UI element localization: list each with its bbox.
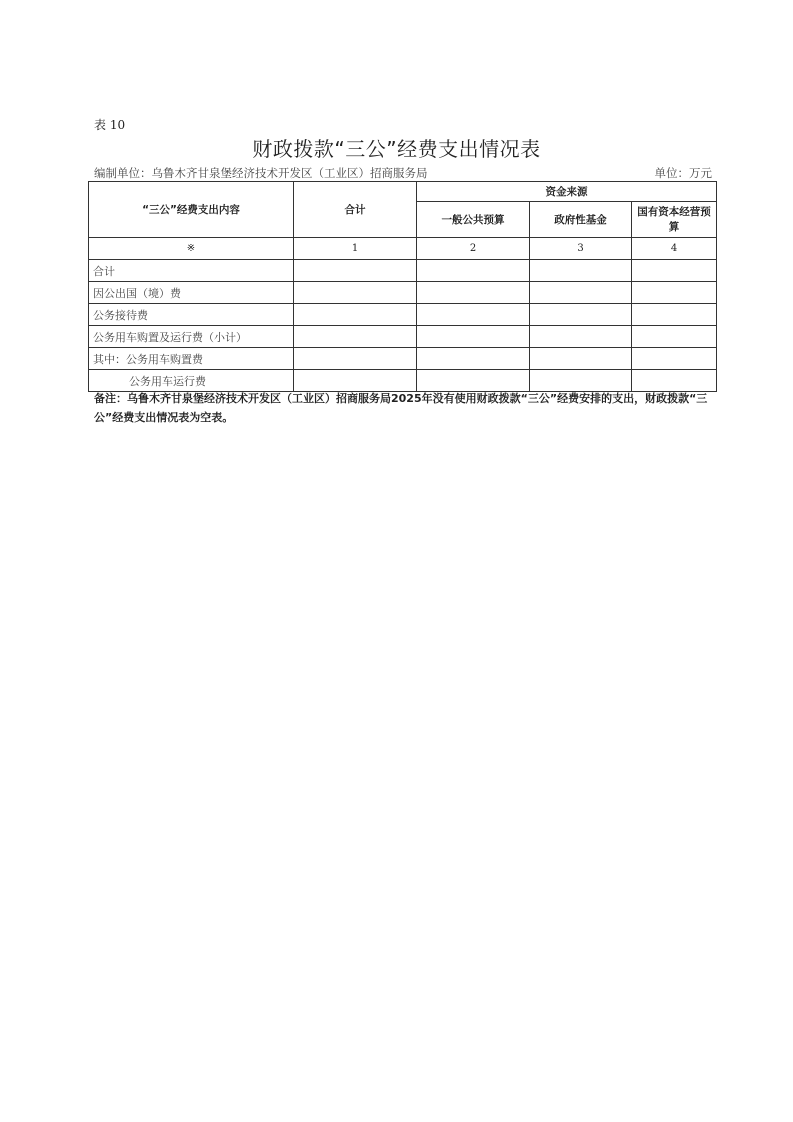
meta-row xyxy=(94,165,712,181)
value-cell xyxy=(632,304,717,326)
document-title: 财政拨款“三公”经费支出情况表 xyxy=(252,137,541,161)
value-cell xyxy=(632,326,717,348)
table-row xyxy=(89,282,717,304)
table-row xyxy=(89,348,717,370)
compiling-unit xyxy=(94,165,428,181)
index-cell: ※ xyxy=(89,238,294,260)
three-public-expenses-table xyxy=(88,181,717,392)
header-government-fund: 政府性基金 xyxy=(530,202,632,238)
header-content: “三公”经费支出内容 xyxy=(89,182,294,238)
value-cell xyxy=(417,348,530,370)
header-general-budget: 一般公共预算 xyxy=(417,202,530,238)
value-cell xyxy=(530,282,632,304)
row-label: 其中：公务用车购置费 xyxy=(89,348,294,370)
row-label: 公务用车运行费 xyxy=(89,370,294,392)
value-cell xyxy=(294,348,417,370)
header-state-capital-budget: 国有资本经营预算 xyxy=(632,202,717,238)
value-cell xyxy=(294,282,417,304)
value-cell xyxy=(294,326,417,348)
index-cell: 1 xyxy=(294,238,417,260)
value-cell xyxy=(294,260,417,282)
value-cell xyxy=(417,282,530,304)
value-cell xyxy=(530,260,632,282)
remark-note: 备注：乌鲁木齐甘泉堡经济技术开发区（工业区）招商服务局2025年没有使用财政拨款“三公”经费安排的支出，财政拨款“三公”经费支出情况表为空表。 xyxy=(94,392,708,424)
index-cell: 2 xyxy=(417,238,530,260)
table-number: 表 10 xyxy=(94,118,126,132)
header-total: 合计 xyxy=(294,182,417,238)
value-cell xyxy=(530,348,632,370)
header-funding-source: 资金来源 xyxy=(417,182,717,202)
value-cell xyxy=(632,282,717,304)
currency-unit-label: 单位： xyxy=(654,166,689,180)
index-cell: 4 xyxy=(632,238,717,260)
row-label: 因公出国（境）费 xyxy=(89,282,294,304)
value-cell xyxy=(294,304,417,326)
table-row xyxy=(89,304,717,326)
value-cell xyxy=(417,260,530,282)
compiling-unit-name: 乌鲁木齐甘泉堡经济技术开发区（工业区）招商服务局 xyxy=(151,166,428,180)
value-cell xyxy=(632,260,717,282)
currency-unit xyxy=(655,165,713,181)
currency-unit-value: 万元 xyxy=(689,166,712,180)
row-label: 公务接待费 xyxy=(89,304,294,326)
table-row xyxy=(89,326,717,348)
index-cell: 3 xyxy=(530,238,632,260)
value-cell xyxy=(417,304,530,326)
value-cell xyxy=(530,304,632,326)
value-cell xyxy=(530,326,632,348)
row-label: 公务用车购置及运行费（小计） xyxy=(89,326,294,348)
compiling-unit-label: 编制单位： xyxy=(94,166,152,180)
value-cell xyxy=(632,348,717,370)
row-label: 合计 xyxy=(89,260,294,282)
value-cell xyxy=(417,326,530,348)
table-row xyxy=(89,260,717,282)
index-row xyxy=(89,238,717,260)
